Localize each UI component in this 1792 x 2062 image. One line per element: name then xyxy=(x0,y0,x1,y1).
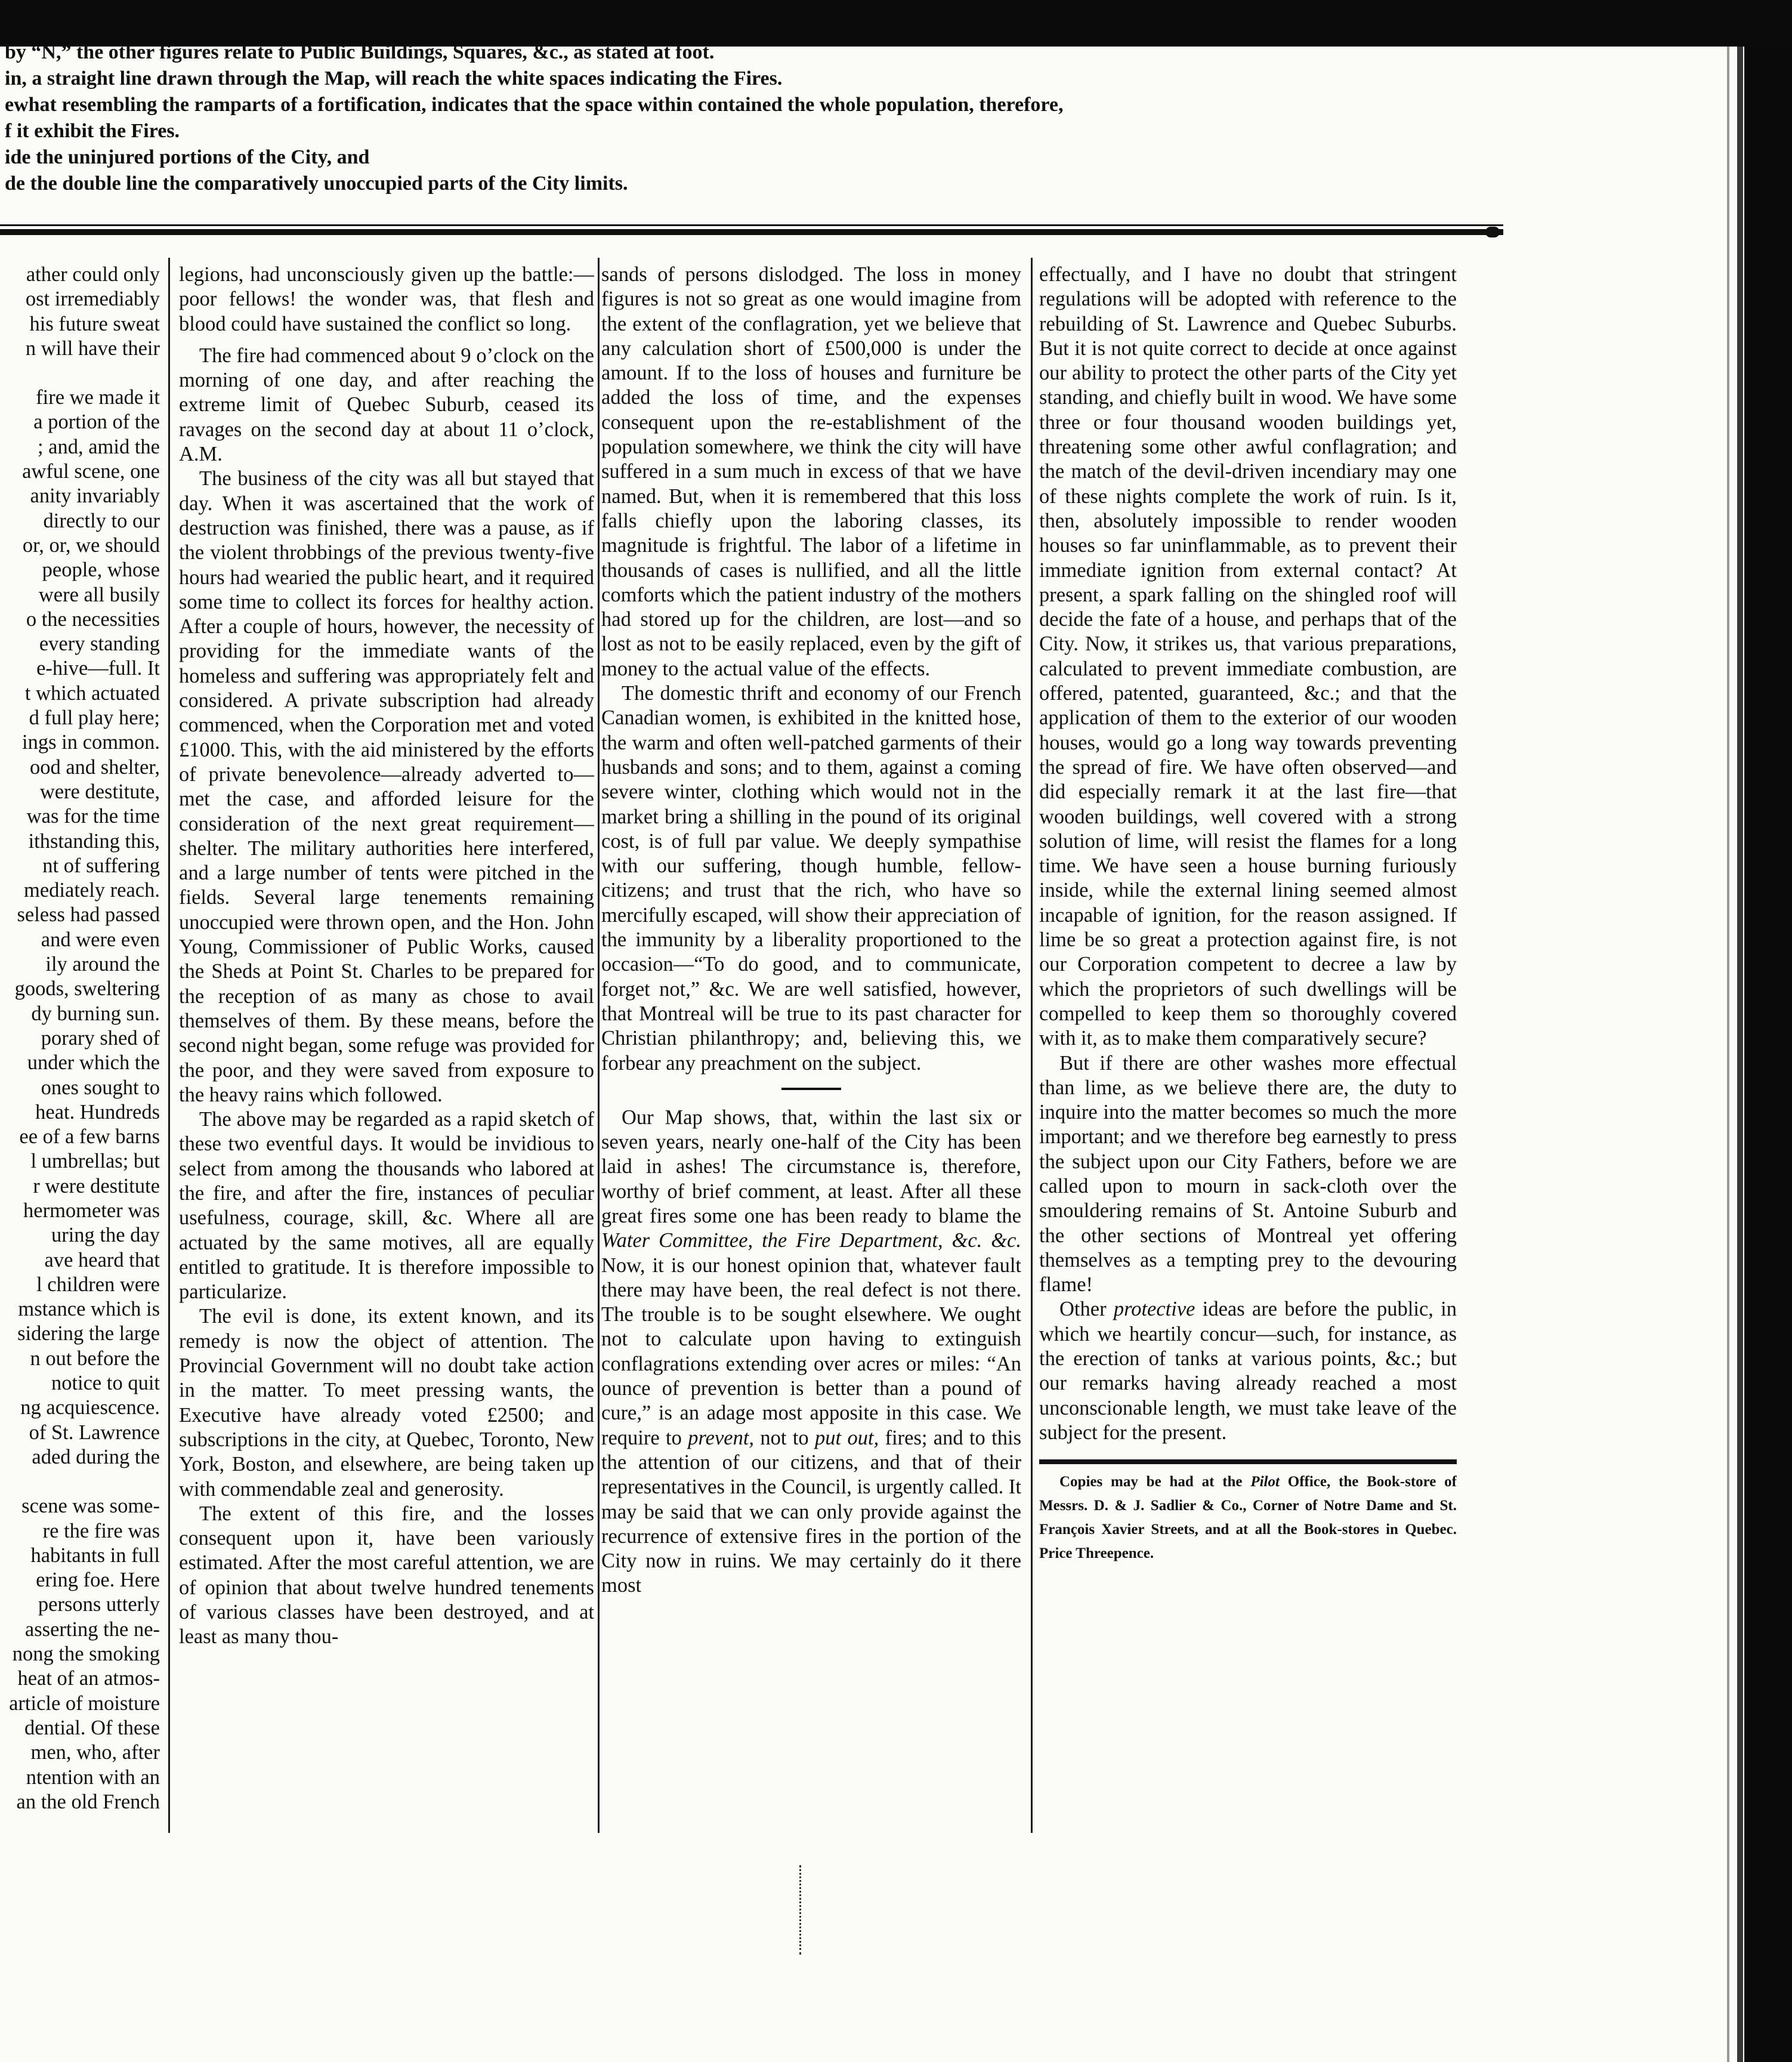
paragraph: The fire had commenced about 9 o’clock on the morning of one day, and after reaching the extreme limit of Quebec Suburb, ceased its ravages on the second day at about 11 o’clock, A.M. xyxy=(179,344,594,466)
text-line: notice to quit xyxy=(51,1372,160,1395)
text-line: nong the smoking xyxy=(12,1643,160,1666)
text-line: ily around the xyxy=(45,953,160,976)
text-line: ee of a few barns xyxy=(19,1125,160,1149)
italic-text: protective xyxy=(1113,1298,1195,1321)
text-line: uring the day xyxy=(51,1224,160,1247)
text-line: porary shed of xyxy=(41,1026,160,1049)
text-line: ones sought to xyxy=(41,1076,160,1099)
paragraph-last xyxy=(1039,1297,1457,1445)
paragraph: But if there are other washes more effectual than lime, as we believe there are, the duty to inquire into the matter becomes so much the more important; and we therefore beg earnestly to press the subject upon our City Fathers, before we are called upon to mourn in sack-cloth over the smouldering remains of St. Antoine Suburb and the other sections of Montreal yet offering themselves as a tempting prey to the devouring flame! xyxy=(1039,1051,1457,1297)
text-run: Office, the Book-store of Messrs. D. & J. Sadlier & Co., Corner of Notre Dame and St. François Xavier Streets, and at all the Book-stores in Quebec. Price Threepence. xyxy=(1039,1474,1457,1562)
text-line: every standing xyxy=(39,632,160,656)
column-rule xyxy=(168,258,170,1833)
text-run: Our Map shows, that, within the last six or seven years, nearly one-half of the City has been laid in ashes! The circumstance is, therefore, worthy of brief comment, at least. After all these great fires some one has been ready to blame the xyxy=(601,1106,1021,1227)
text-run: not to xyxy=(760,1426,809,1449)
paragraph-gap xyxy=(0,1470,160,1494)
text-line: ntention with an xyxy=(26,1765,160,1789)
fold-mark xyxy=(799,1865,803,1955)
page-edge-line xyxy=(1737,47,1743,2062)
sales-notice xyxy=(1039,1470,1457,1566)
text-line: n out before the xyxy=(30,1347,160,1370)
text-line: his future sweat xyxy=(29,312,160,335)
legend-line: ide the uninjured portions of the City, and xyxy=(5,146,370,168)
header-rule-thin xyxy=(0,224,1503,226)
text-line: e-hive—full. It xyxy=(36,657,160,680)
text-run: ideas are before the public, in which we heartily concur—such, for instance, as the erection of tanks at various points, &c.; but our remarks having already reached a most unconscionable length, we must take leave of the subject for the present. xyxy=(1039,1298,1457,1444)
text-line: seless had passed xyxy=(17,903,160,927)
paragraph-fragment xyxy=(0,263,160,361)
italic-text: Water Committee, the Fire Department, &c. &c. xyxy=(601,1229,1021,1252)
text-line: o the necessities xyxy=(26,607,160,631)
text-run: fires; and to this the attention of our citizens, and that of their representatives in the Council, is urgently called. It may be said that we can only provide against the recurrence of extensive fires in the portion of the City now in ruins. We may certainly do it there most xyxy=(601,1426,1021,1597)
text-run: Other xyxy=(1059,1298,1107,1321)
italic-text: Pilot xyxy=(1250,1474,1280,1490)
text-line: scene was some- xyxy=(21,1495,160,1518)
text-line: were destitute, xyxy=(39,780,160,803)
text-line: mediately reach. xyxy=(24,879,160,902)
legend-line: de the double line the comparatively unoccupied parts of the City limits. xyxy=(5,172,628,195)
paragraph-map xyxy=(601,1106,1021,1598)
text-line: d full play here; xyxy=(29,706,160,730)
text-line: mstance which is xyxy=(18,1298,160,1321)
text-line: goods, sweltering xyxy=(14,977,160,1001)
legend-line: in, a straight line drawn through the Map, will reach the white spaces indicating the Fires. xyxy=(5,67,783,89)
paragraph: legions, had unconsciously given up the battle:—poor fellows! the wonder was, that flesh and blood could have sustained the conflict so long. xyxy=(179,263,594,335)
italic-text: prevent, xyxy=(688,1426,755,1449)
page-edge-shadow xyxy=(1727,47,1729,2062)
text-line: ings in common. xyxy=(22,731,160,754)
text-line: men, who, after xyxy=(30,1741,160,1764)
text-run: Copies may be had at the xyxy=(1059,1474,1243,1490)
text-line: ng acquiescence. xyxy=(20,1396,160,1419)
text-line: ering foe. Here xyxy=(36,1569,160,1592)
article-column-2 xyxy=(179,263,594,1838)
text-line: ithstanding this, xyxy=(28,829,160,853)
paragraph-fragment xyxy=(0,1494,160,1814)
text-line: under which the xyxy=(27,1051,160,1075)
column-rule xyxy=(598,258,600,1833)
paragraph-fragment xyxy=(0,385,160,1470)
text-line: nt of suffering xyxy=(42,854,160,877)
article-column-3 xyxy=(601,263,1021,1838)
text-line: r were destitute xyxy=(33,1174,160,1197)
text-line: ather could only xyxy=(26,263,160,286)
text-line: directly to our xyxy=(43,509,160,532)
text-line: of St. Lawrence xyxy=(29,1421,160,1444)
legend-line: f it exhibit the Fires. xyxy=(5,120,180,142)
text-line: article of moisture xyxy=(9,1691,160,1715)
text-line: dential. Of these xyxy=(24,1716,160,1739)
text-line: heat. Hundreds xyxy=(35,1100,160,1123)
text-line: and were even xyxy=(41,928,160,951)
text-line: asserting the ne- xyxy=(24,1618,160,1641)
column-rule xyxy=(1031,258,1033,1833)
paragraph-gap xyxy=(179,337,594,344)
paragraph: The above may be regarded as a rapid sketch of these two eventful days. It would be invidious to select from among the thousands who labored at the fire, and after the fire, instances of peculiar usefulness, courage, skill, &c. Where all are actuated by the same motives, all are equally entitled to gratitude. It is therefore impossible to particularize. xyxy=(179,1108,594,1304)
text-line: persons utterly xyxy=(38,1593,160,1616)
notice-rule xyxy=(1039,1459,1457,1464)
text-line: ave heard that xyxy=(44,1248,160,1271)
text-line: was for the time xyxy=(26,805,160,828)
text-line: re the fire was xyxy=(42,1519,160,1542)
text-run: Now, it is our honest opinion that, whatever fault there may have been, the real defect is not there. The trouble is to be sought elsewhere. We ought not to calculate upon having to extinguish conflagrations extending over acres or miles: “An ounce of prevention is better than a pound of cure,” is an adage most apposite in this case. We require to xyxy=(601,1254,1021,1449)
text-line: anity invariably xyxy=(30,484,160,508)
paragraph: The evil is done, its extent known, and its remedy is now the object of attention. The Provincial Government will no doubt take action in the matter. To meet pressing wants, the Executive have already voted £2500; and subscriptions in the city, at Quebec, Toronto, New York, Boston, and elsewhere, are being taken up with commendable zeal and generosity. xyxy=(179,1305,594,1501)
paragraph: sands of persons dislodged. The loss in money figures is not so great as one would imagine from the extent of the conflagration, yet we believe that any calculation short of £500,000 is under the amount. If to the loss of houses and furniture be added the loss of time, and the expenses consequent upon the re-establishment of the population somewhere, we think the city will have suffered in a sum much in excess of that we have named. But, when it is remembered that this loss falls chiefly upon the laboring classes, its magnitude is frightful. The labor of a lifetime in thousands of cases is nullified, and all the little comforts which the patient industry of the mothers had stored up for the children, are lost—and so lost as not to be easily replaced, even by the gift of money to the actual value of the effects. xyxy=(601,263,1021,680)
italic-text: put out, xyxy=(815,1426,879,1449)
text-line: l umbrellas; but xyxy=(30,1150,160,1173)
text-line: were all busily xyxy=(38,583,160,606)
text-line: ; and, amid the xyxy=(37,435,160,458)
text-line: a portion of the xyxy=(33,410,160,434)
scan-right-border xyxy=(1744,47,1792,2062)
paragraph: effectually, and I have no doubt that stringent regulations will be adopted with reference to the rebuilding of St. Lawrence and Quebec Suburbs. But it is not quite correct to decide at once against our ability to protect the other parts of the City yet standing, and chiefly built in wood. We have some three or four thousand wooden buildings yet, threatening some other awful conflagration; and the match of the devil-driven incendiary may one of these nights complete the work of ruin. Is it, then, absolutely impossible to render wooden houses so far uninflammable, as to prevent their immediate ignition from external contact? At present, a spark falling on the shingled roof will decide the fate of a house, and perhaps that of the City. Now, it strikes us, that various preparations, calculated to prevent immediate combustion, are offered, patented, guaranteed, &c.; and that the application of them to the exterior of our wooden houses, would go a long way towards preventing the spread of fire. We have often observed—and did especially remark it at the last fire—that wooden buildings, well covered with a strong solution of lime, will resist the flames for a long time. We have seen a house burning furiously inside, while the external lining seemed almost incapable of ignition, for the reason assigned. If lime be so great a protection against fire, is not our Corporation competent to decree a law by which the proprietors of such dwellings will be compelled to keep them so thoroughly covered with it, as to make them comparatively secure? xyxy=(1039,263,1457,1050)
article-column-4 xyxy=(1039,263,1457,1838)
text-line: hermometer was xyxy=(23,1199,160,1222)
paragraph: The extent of this fire, and the losses consequent upon it, have been variously estimated. After the most careful attention, we are of opinion that about twelve hundred tenements of various classes have been destroyed, and at least as many thou- xyxy=(179,1502,594,1649)
legend-line: ewhat resembling the ramparts of a fortification, indicates that the space within contained the whole population, therefore, xyxy=(5,94,1064,116)
header-rule-thick xyxy=(0,229,1503,235)
section-separator xyxy=(781,1088,841,1090)
article-column-1 xyxy=(0,263,160,1838)
text-line: l children were xyxy=(36,1273,160,1296)
text-line: aded during the xyxy=(32,1445,160,1468)
paragraph: The domestic thrift and economy of our French Canadian women, is exhibited in the knitted hose, the warm and often well-patched garments of their husbands and sons; and to them, against a coming severe winter, clothing which would not in the market bring a shilling in the pound of its original cost, is of full par value. We deeply sympathise with our suffering, though humble, fellow-citizens; and trust that the rich, who have so mercifully escaped, will show their appreciation of the immunity by a liberality proportioned to the occasion—“To do good, and to communicate, forget not,” &c. We are well satisfied, however, that Montreal will be true to its past character for Christian philanthropy; and, believing this, we forbear any preachment on the subject. xyxy=(601,682,1021,1075)
text-line: fire we made it xyxy=(36,386,160,409)
header-rule-ornament xyxy=(1485,227,1500,237)
text-line: habitants in full xyxy=(30,1544,160,1567)
text-line: sidering the large xyxy=(17,1322,160,1345)
text-line: an the old French xyxy=(16,1790,160,1813)
text-line: heat of an atmos- xyxy=(17,1667,160,1690)
text-line: dy burning sun. xyxy=(31,1002,160,1025)
legend-line: by “N,” the other figures relate to Public Buildings, Squares, &c., as stated at foot. xyxy=(5,41,715,63)
text-line: or, or, we should xyxy=(22,533,160,557)
map-legend xyxy=(5,39,1258,197)
text-line: t which actuated xyxy=(24,681,160,705)
paragraph-gap xyxy=(0,361,160,385)
text-line: ost irremediably xyxy=(25,288,160,311)
paragraph: The business of the city was all but stayed that day. When it was ascertained that the work of destruction was finished, there was a pause, as if the violent throbbings of the previous twenty-five hours had wearied the public heart, and it required some time to collect its forces for healthy action. After a couple of hours, however, the necessity of providing for the immediate wants of the homeless and suffering was appropriately felt and considered. A private subscription had already commenced, when the Corporation met and voted £1000. This, with the aid ministered by the efforts of private benevolence—already adverted to—met the case, and afforded leisure for the consideration of the next great requirement—shelter. The military authorities here interfered, and a large number of tents were pitched in the fields. Several large tenements remaining unoccupied were thrown open, and the Hon. John Young, Commissioner of Public Works, caused the Sheds at Point St. Charles to be prepared for the reception of as many as chose to avail themselves of them. By these means, before the second night began, some refuge was provided for the poor, and they were saved from exposure to the heavy rains which followed. xyxy=(179,467,594,1106)
text-line: awful scene, one xyxy=(22,460,160,483)
text-line: n will have their xyxy=(25,337,160,360)
text-line: ood and shelter, xyxy=(29,755,160,779)
text-line: people, whose xyxy=(42,558,160,582)
